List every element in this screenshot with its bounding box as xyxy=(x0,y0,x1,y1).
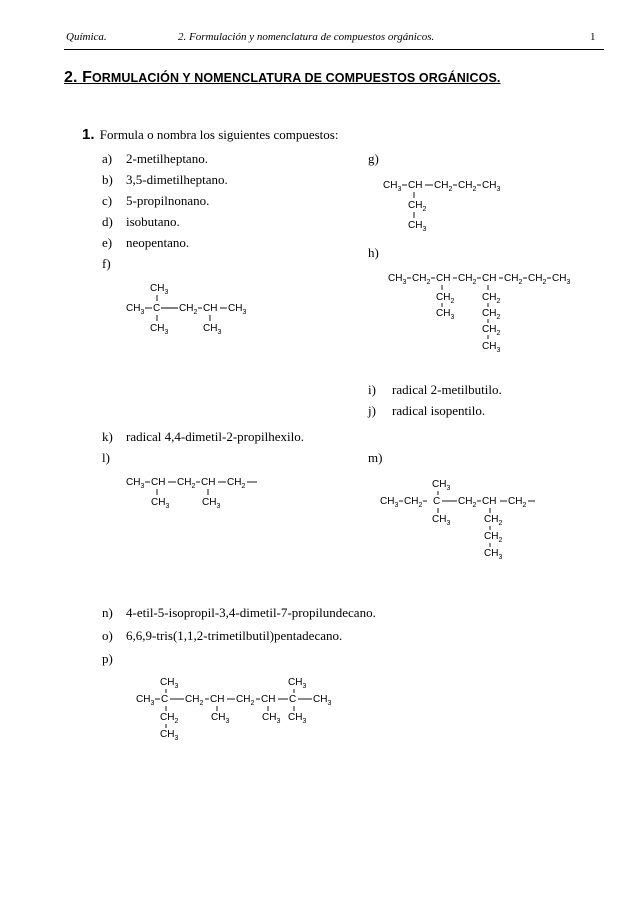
list-item: i) radical 2-metilbutilo. xyxy=(368,382,502,397)
header-chapter: 2. Formulación y nomenclatura de compuestos orgánicos. xyxy=(178,31,435,43)
structural-formula-f xyxy=(126,280,266,338)
svg-text:CH2: $CH_2$ xyxy=(508,496,527,509)
svg-text:CH2: $CH_2$ xyxy=(412,273,431,286)
section-title xyxy=(64,69,500,87)
svg-text:CH3: $CH_3$ xyxy=(484,548,503,561)
svg-text:CH3: $CH_3$ xyxy=(482,180,501,193)
svg-text:CH3: $CH_3$ xyxy=(388,273,407,286)
structural-formula-p xyxy=(136,674,346,746)
svg-text:CH3: $CH_3$ xyxy=(408,220,427,233)
svg-text:CH3: $CH_3$ xyxy=(151,497,170,510)
svg-text:CH3: $CH_3$ xyxy=(552,273,571,286)
svg-text:CH2: $CH_2$ xyxy=(434,180,453,193)
svg-text:C: C xyxy=(433,496,441,507)
list-item: k) radical 4,4-dimetil-2-propilhexilo. xyxy=(102,429,304,444)
structural-formula-g xyxy=(383,177,513,235)
svg-text:CH: CH xyxy=(482,273,497,284)
svg-text:CH: CH xyxy=(210,694,225,705)
svg-text:CH2: $CH_2$ xyxy=(482,324,501,337)
svg-text:CH: CH xyxy=(482,496,497,507)
structural-formula-l xyxy=(126,474,266,512)
svg-text:CH: CH xyxy=(201,477,216,488)
svg-text:CH3: $CH_3$ xyxy=(288,712,307,725)
list-item: h) xyxy=(368,245,379,260)
exercise-heading xyxy=(82,126,338,143)
exercise-number: 1. xyxy=(82,126,95,143)
svg-text:CH: CH xyxy=(261,694,276,705)
svg-text:CH2: $CH_2$ xyxy=(408,200,427,213)
svg-text:CH3: $CH_3$ xyxy=(126,303,145,316)
svg-text:CH2: $CH_2$ xyxy=(482,308,501,321)
svg-text:CH2: $CH_2$ xyxy=(528,273,547,286)
svg-text:CH3: $CH_3$ xyxy=(160,677,179,690)
svg-text:CH: CH xyxy=(203,303,218,314)
svg-text:CH3: $CH_3$ xyxy=(383,180,402,193)
list-item: d) isobutano. xyxy=(102,214,180,229)
section-title-number: 2. F xyxy=(64,69,92,86)
list-item: g) xyxy=(368,151,379,166)
list-item: c) 5-propilnonano. xyxy=(102,193,210,208)
svg-text:CH3: $CH_3$ xyxy=(262,712,281,725)
svg-text:CH3: $CH_3$ xyxy=(150,283,169,296)
svg-text:C: C xyxy=(289,694,297,705)
svg-text:CH2: $CH_2$ xyxy=(458,180,477,193)
svg-text:C: C xyxy=(153,303,161,314)
list-item: f) xyxy=(102,256,111,271)
section-title-text: ORMULACIÓN Y NOMENCLATURA DE COMPUESTOS ORGÁNICOS. xyxy=(91,71,501,85)
svg-text:CH3: $CH_3$ xyxy=(136,694,155,707)
svg-text:CH2: $CH_2$ xyxy=(484,514,503,527)
list-item: o) 6,6,9-tris(1,1,2-trimetilbutil)pentadecano. xyxy=(102,628,343,643)
list-item: b) 3,5-dimetilheptano. xyxy=(102,172,228,187)
svg-text:CH2: $CH_2$ xyxy=(179,303,198,316)
svg-text:CH3: $CH_3$ xyxy=(313,694,332,707)
list-item: l) xyxy=(102,450,110,465)
svg-text:CH3: $CH_3$ xyxy=(126,477,145,490)
svg-text:CH2: $CH_2$ xyxy=(436,292,455,305)
svg-text:CH: CH xyxy=(151,477,166,488)
svg-text:CH2: $CH_2$ xyxy=(458,273,477,286)
svg-text:CH3: $CH_3$ xyxy=(228,303,247,316)
list-item: p) xyxy=(102,651,113,666)
svg-text:CH2: $CH_2$ xyxy=(236,694,255,707)
structural-formula-h xyxy=(388,270,578,360)
svg-text:CH2: $CH_2$ xyxy=(185,694,204,707)
svg-text:CH2: $CH_2$ xyxy=(482,292,501,305)
svg-text:CH3: $CH_3$ xyxy=(380,496,399,509)
svg-text:CH2: $CH_2$ xyxy=(404,496,423,509)
svg-text:CH: CH xyxy=(408,180,423,191)
list-item: a) 2-metilheptano. xyxy=(102,151,208,166)
svg-text:CH2: $CH_2$ xyxy=(227,477,246,490)
list-item: j) radical isopentilo. xyxy=(368,403,486,418)
svg-text:CH3: $CH_3$ xyxy=(432,514,451,527)
svg-text:CH2: $CH_2$ xyxy=(177,477,196,490)
list-item: n) 4-etil-5-isopropil-3,4-dimetil-7-propilundecano. xyxy=(102,605,376,620)
svg-text:CH3: $CH_3$ xyxy=(482,341,501,354)
svg-text:CH3: $CH_3$ xyxy=(288,677,307,690)
svg-text:CH3: $CH_3$ xyxy=(203,323,222,336)
svg-text:CH2: $CH_2$ xyxy=(484,531,503,544)
svg-text:CH: CH xyxy=(436,273,451,284)
svg-text:CH3: $CH_3$ xyxy=(436,308,455,321)
header-rule xyxy=(64,49,604,50)
svg-text:CH3: $CH_3$ xyxy=(160,729,179,742)
header-page-number: 1 xyxy=(590,31,596,43)
structural-formula-m xyxy=(380,476,550,568)
svg-text:CH2: $CH_2$ xyxy=(458,496,477,509)
svg-text:C: C xyxy=(161,694,169,705)
svg-text:CH2: $CH_2$ xyxy=(160,712,179,725)
svg-text:CH2: $CH_2$ xyxy=(504,273,523,286)
svg-text:CH3: $CH_3$ xyxy=(202,497,221,510)
svg-text:CH3: $CH_3$ xyxy=(150,323,169,336)
list-item: e) neopentano. xyxy=(102,235,190,250)
exercise-prompt: Formula o nombra los siguientes compuestos: xyxy=(99,127,339,142)
svg-text:CH3: $CH_3$ xyxy=(211,712,230,725)
list-item: m) xyxy=(368,450,383,465)
svg-text:CH3: $CH_3$ xyxy=(432,479,451,492)
header-subject: Química. xyxy=(66,31,107,43)
